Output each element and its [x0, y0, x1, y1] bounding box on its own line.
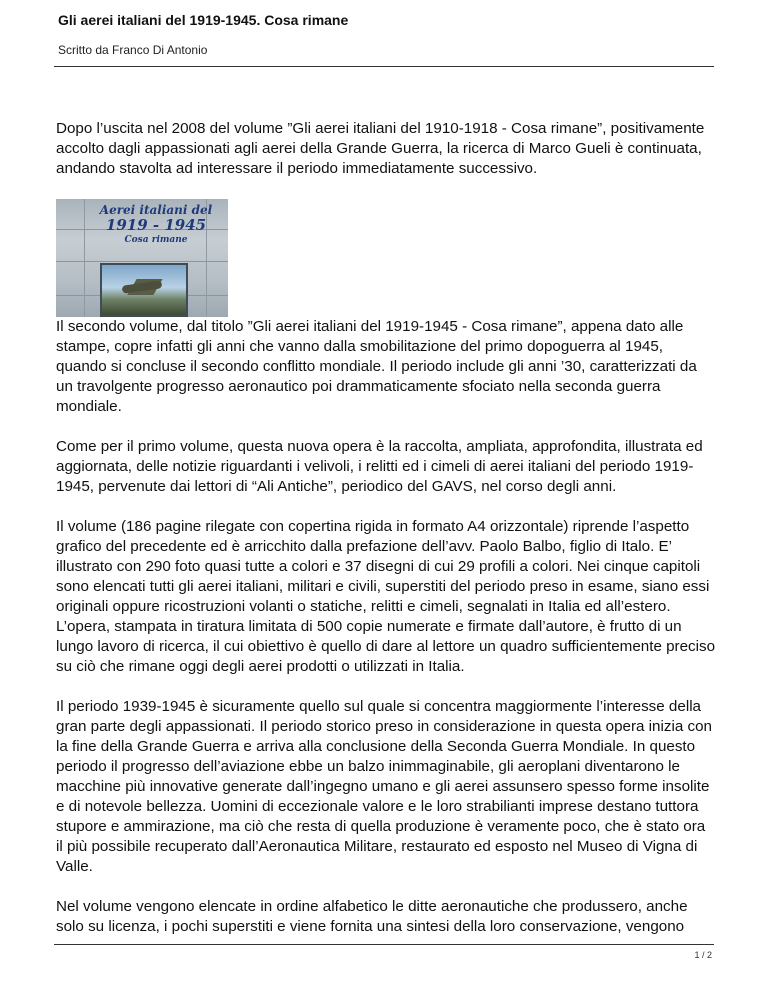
paragraph-4: Il volume (186 pagine rilegate con copertina rigida in formato A4 orizzontale) riprende l’aspetto grafico del precedente ed è arricchito dalla prefazione dell’avv. Paolo Balbo, figlio di Italo. E’ illustrato con 290 foto quasi tutte a colori e 37 disegni di cui 29 profili a colori. Nei cinque capitoli sono elencati tutti gli aerei italiani, militari e civili, superstiti del periodo preso in esame, siano essi originali oppure ricostruzioni volanti o statiche, relitti e cimeli, segnalati in Italia ed all’estero. L’opera, stampata in tiratura limitata di 500 copie numerate e firmate dall’autore, è frutto di un lungo lavoro di ricerca, il cui obiettivo è quello di dare al lettore un quadro sufficientemente preciso su ciò che rimane oggi degli aerei prodotti o utilizzati in Italia. [56, 518, 716, 675]
book-cover-image [56, 199, 228, 317]
cover-title-line-2: 1919 - 1945 [105, 216, 207, 234]
paragraph-3: Come per il primo volume, questa nuova opera è la raccolta, ampliata, approfondita, illustrata ed aggiornata, delle notizie riguardanti i velivoli, i relitti ed i cimeli di aerei italiani del periodo 1919-1945, pervenute dai lettori di “Ali Antiche”, periodico del GAVS, nel corso degli anni. [56, 438, 703, 495]
page-header [54, 0, 714, 67]
paragraph-2: Il secondo volume, dal titolo ”Gli aerei italiani del 1919-1945 - Cosa rimane”, appena dato alle stampe, copre infatti gli anni che vanno dalla smobilitazione del primo dopoguerra al 1945, quando si concluse il secondo conflitto mondiale. Il periodo include gli anni ’30, caratterizzati da un travolgente progresso aeronautico poi drammaticamente sfociato nella seconda guerra mondiale. [56, 318, 697, 415]
cover-title-line-1: Aerei italiani del [99, 203, 213, 217]
paragraph-1: Dopo l’uscita nel 2008 del volume ”Gli aerei italiani del 1910-1918 - Cosa rimane”, positivamente accolto dagli appassionati agli aerei della Grande Guerra, la ricerca di Marco Gueli è continuata, andando stavolta ad interessare il periodo immediatamente successivo. [56, 120, 705, 177]
cover-aircraft-photo [100, 263, 188, 317]
author-line: Scritto da Franco Di Antonio [58, 43, 208, 57]
article-body [56, 119, 716, 957]
page-number: 1 / 2 [694, 950, 712, 960]
document-title: Gli aerei italiani del 1919-1945. Cosa rimane [58, 12, 349, 28]
cover-title-line-3: Cosa rimane [124, 235, 188, 245]
page-footer [54, 944, 714, 960]
cover-title [96, 203, 216, 248]
paragraph-6: Nel volume vengono elencate in ordine alfabetico le ditte aeronautiche che produssero, anche solo su licenza, i pochi superstiti e viene fornita una sintesi della loro conservazione, vengono [56, 898, 688, 935]
paragraph-5: Il periodo 1939-1945 è sicuramente quello sul quale si concentra maggiormente l’interesse della gran parte degli appassionati. Il periodo storico preso in considerazione in questa opera inizia con la fine della Grande Guerra e arriva alla conclusione della Seconda Guerra Mondiale. In questo periodo il progresso dell’aviazione ebbe un balzo inimmaginabile, gli aeroplani diventarono le macchine più innovative generate dall’ingegno umano e gli aerei assunsero spesso forme insolite e di notevole bellezza. Uomini di eccezionale valore e le loro strabilianti imprese destano tuttora stupore e ammirazione, ma ciò che resta di quella produzione è veramente poco, che è stato ora il più possibile recuperato dall’Aeronautica Militare, restaurato ed esposto nel Museo di Vigna di Valle. [56, 698, 712, 875]
